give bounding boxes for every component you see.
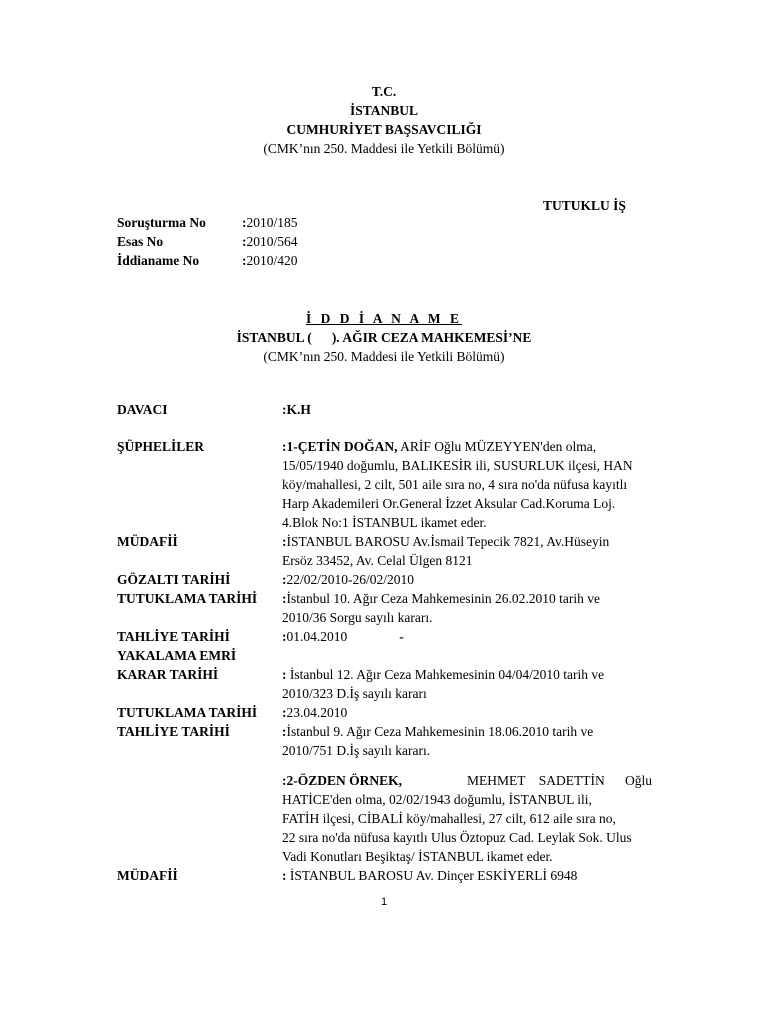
karar-value: İstanbul 12. Ağır Ceza Mahkemesinin 04/04/2010 tarih ve [286,667,605,682]
court-prefix: İSTANBUL ( [236,330,312,345]
tahliye-label: TAHLİYE TARİHİ [117,629,230,644]
title-iddianame: İ D D İ A N A M E [305,311,463,326]
mudafi-2-value: İSTANBUL BAROSU Av. Dinçer ESKİYERLİ 6948 [286,868,578,883]
suspect-2-parent: MEHMET SADETTİN Oğlu [467,773,652,788]
suspect-1-detail: 4.Blok No:1 İSTANBUL ikamet eder. [282,515,487,530]
yakalama-label: YAKALAMA EMRİ [117,648,237,663]
tutuklama2-label: TUTUKLAMA TARİHİ [117,705,258,720]
tahliye2-value: İstanbul 9. Ağır Ceza Mahkemesinin 18.06.2010 tarih ve [286,724,594,739]
suspect-2-detail: Vadi Konutları Beşiktaş/ İSTANBUL ikamet eder. [282,849,553,864]
meta-label: Soruşturma No [117,215,206,230]
tutuklama-label: TUTUKLAMA TARİHİ [117,591,258,606]
tahliye-dash: - [399,629,404,644]
header-tc: T.C. [371,84,397,99]
tahliye2-value-cont: 2010/751 D.İş sayılı kararı. [282,743,431,758]
suspects-label: ŞÜPHELİLER [117,439,205,454]
davaci-value: K.H [286,402,311,417]
suspect-1-name: 1-ÇETİN DOĞAN, [286,439,398,454]
karar-label: KARAR TARİHİ [117,667,219,682]
davaci-section: DAVACI :K.H [117,402,311,417]
suspect-2-detail: 22 sıra no'da nüfusa kayıtlı Ulus Öztopuz Cad. Leylak Sok. Ulus [282,830,632,845]
meta-row: Esas No :2010/564 [117,234,298,249]
page-number: 1 [380,896,388,908]
suspect-2-name: 2-ÖZDEN ÖRNEK, [286,773,403,788]
suspect-1-detail: 15/05/1940 doğumlu, BALIKESİR ili, SUSURLUK ilçesi, HAN [282,458,633,473]
meta-value: 2010/564 [246,234,298,249]
meta-value: 2010/420 [246,253,298,268]
suspect-1-parent: ARİF Oğlu MÜZEYYEN'den olma, [400,439,597,454]
mudafi-value: İSTANBUL BAROSU Av.İsmail Tepecik 7821, Av.Hüseyin [286,534,610,549]
suspect-2-detail: FATİH ilçesi, CİBALİ köy/mahallesi, 27 cilt, 612 aile sıra no, [282,811,616,826]
suspect-2-detail: HATİCE'den olma, 02/02/1943 doğumlu, İSTANBUL ili, [282,792,592,807]
tutuklama-value: İstanbul 10. Ağır Ceza Mahkemesinin 26.02.2010 tarih ve [286,591,600,606]
mudafi-2-label: MÜDAFİİ [117,868,178,883]
meta-row: Soruşturma No :2010/185 [117,215,298,230]
meta-value: 2010/185 [246,215,298,230]
mudafi-label: MÜDAFİİ [117,534,178,549]
meta-row: İddianame No :2010/420 [117,253,298,268]
karar-value-cont: 2010/323 D.İş sayılı kararı [282,686,427,701]
tahliye-value: 01.04.2010 [286,629,348,644]
title-subtitle: (CMK’nın 250. Maddesi ile Yetkili Bölümü) [263,349,505,364]
tahliye2-label: TAHLİYE TARİHİ [117,724,230,739]
tutuklama-value-cont: 2010/36 Sorgu sayılı kararı. [282,610,433,625]
gozalti-value: 22/02/2010-26/02/2010 [286,572,414,587]
document-header [0,82,768,158]
header-subtitle: (CMK’nın 250. Maddesi ile Yetkili Bölümü) [263,141,505,156]
title-court [0,328,768,347]
court-suffix: ). AĞIR CEZA MAHKEMESİ’NE [331,330,532,345]
gozalti-label: GÖZALTI TARİHİ [117,572,231,587]
davaci-label: DAVACI [117,402,168,417]
status-label: TUTUKLU İŞ [543,198,626,213]
header-office: CUMHURİYET BAŞSAVCILIĞI [286,122,482,137]
case-numbers [117,213,298,270]
meta-label: Esas No [117,234,164,249]
meta-label: İddianame No [117,253,200,268]
suspect-1-detail: köy/mahallesi, 2 cilt, 501 aile sıra no, 4 sıra no'da nüfusa kayıtlı [282,477,628,492]
suspect-1-section: ŞÜPHELİLER :1-ÇETİN DOĞAN, ARİF Oğlu MÜZEYYEN'den olma, 15/05/1940 doğumlu, BALIKESİR ili, SUSURLUK ilçesi, HAN köy/mahallesi, 2 cilt, 501 aile sıra no, 4 sıra no'da nüfusa kayıtlı Harp Akademileri Or.General İzzet Aksular Cad.Koruma Loj. 4.Blok No:1 İSTANBUL ikamet eder. MÜDAFİİ :İSTANBUL BAROSU Av.İsmail Tepecik 7821, Av.Hüseyin Ersöz 33452, Av. Celal Ülgen 8121 GÖZALTI TARİHİ :22/02/2010-26/02/2010 TUTUKLAMA TARİHİ :İstanbul 10. Ağır Ceza Mahkemesinin 26.02.2010 tarih ve 2010/36 Sorgu sayılı kararı. TAHLİYE TARİHİ :01.04.2010 - YAKALAMA EMRİ KARAR TARİHİ : İstanbul 12. Ağır Ceza Mahkemesinin 04/04/2010 tarih ve 2010/323 D.İş sayılı kararı TUTUKLAMA TARİHİ :23.04.2010 TAHLİYE TARİHİ :İstanbul 9. Ağır Ceza Mahkemesinin 18.06.2010 tarih ve 2010/751 D.İş sayılı kararı. [117,437,652,760]
suspect-1-detail: Harp Akademileri Or.General İzzet Aksular Cad.Koruma Loj. [282,496,616,511]
suspect-2-section: :2-ÖZDEN ÖRNEK, MEHMET SADETTİN Oğlu HATİCE'den olma, 02/02/1943 doğumlu, İSTANBUL ili, FATİH ilçesi, CİBALİ köy/mahallesi, 27 cilt, 612 aile sıra no, 22 sıra no'da nüfusa kayıtlı Ulus Öztopuz Cad. Leylak Sok. Ulus Vadi Konutları Beşiktaş/ İSTANBUL ikamet eder. MÜDAFİİ : İSTANBUL BAROSU Av. Dinçer ESKİYERLİ 6948 [117,773,652,883]
header-city: İSTANBUL [349,103,419,118]
document-title [0,309,768,366]
tutuklama2-value: 23.04.2010 [286,705,348,720]
mudafi-value-cont: Ersöz 33452, Av. Celal Ülgen 8121 [282,553,473,568]
